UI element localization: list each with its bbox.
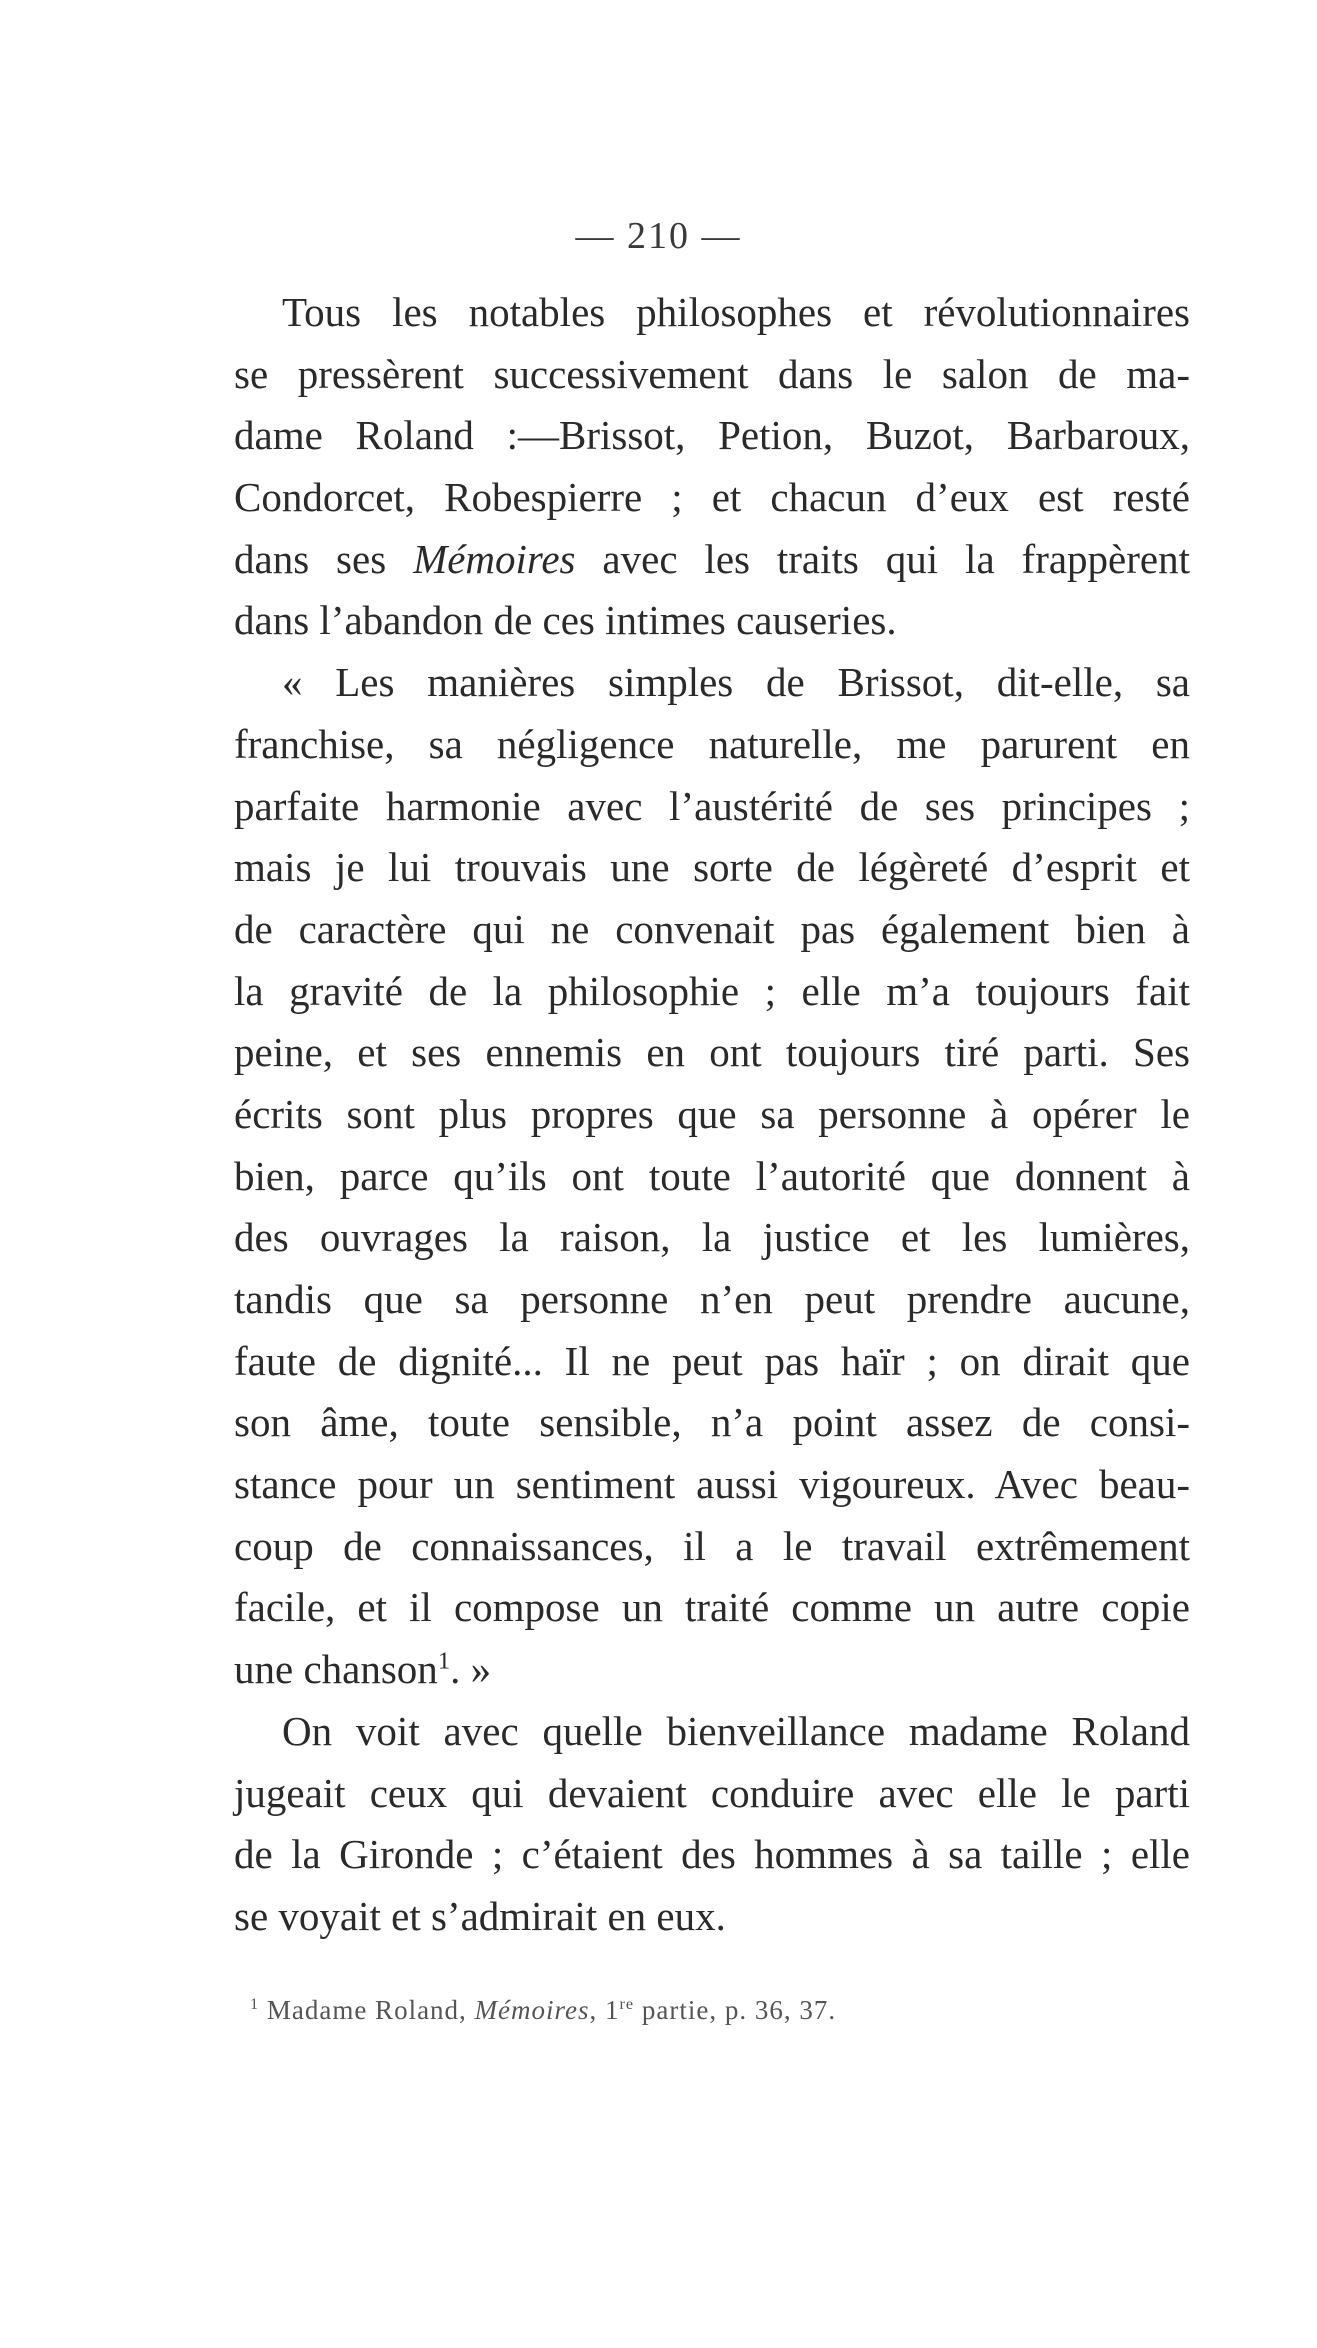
text-line: stance pour un sentiment aussi vigoureux. Avec beau- (234, 1461, 1190, 1508)
text-line: On voit avec quelle bienveillance madame Roland (282, 1707, 1190, 1754)
text-line: Tous les notables philosophes et révolutionnaires (282, 289, 1190, 335)
footnote (250, 1990, 1150, 2030)
text-line: faute de dignité... Il ne peut pas haïr ; on dirait que (234, 1337, 1190, 1384)
text-segment: une chanson (234, 1646, 438, 1693)
text-line: peine, et ses ennemis en ont toujours tiré parti. Ses (234, 1029, 1190, 1076)
text-line: « Les manières simples de Brissot, dit-elle, sa (282, 659, 1190, 706)
text-line: parfaite harmonie avec l’austérité de ses principes ; (234, 782, 1190, 829)
text-line: se pressèrent successivement dans le salon de ma- (234, 350, 1190, 397)
text-line: la gravité de la philosophie ; elle m’a toujours fait (234, 967, 1190, 1014)
text-line: facile, et il compose un traité comme un autre copie (234, 1584, 1190, 1631)
text-line: mais je lui trouvais une sorte de légèreté d’esprit et (234, 844, 1190, 891)
text-line: tandis que sa personne n’en peut prendre aucune, (234, 1276, 1190, 1322)
text-segment: dans ses (234, 535, 414, 582)
text-line: dame Roland :—Brissot, Petion, Buzot, Barbaroux, (234, 412, 1190, 459)
text-line: de caractère qui ne convenait pas également bien à (234, 905, 1190, 952)
text-line: coup de connaissances, il a le travail extrêmement (234, 1522, 1190, 1569)
text-line: des ouvrages la raison, la justice et les lumières, (234, 1214, 1190, 1261)
text-line: bien, parce qu’ils ont toute l’autorité que donnent à (234, 1152, 1190, 1199)
text-segment: avec les traits qui la frappèrent (575, 535, 1190, 582)
text-line: Condorcet, Robespierre ; et chacun d’eux est resté (234, 474, 1190, 521)
text-line: son âme, toute sensible, n’a point assez de consi- (234, 1399, 1190, 1446)
text-line: franchise, sa négligence naturelle, me parurent en (234, 720, 1190, 767)
footnote-marker: 1 (250, 1995, 260, 2013)
text-line: se voyait et s’admirait en eux. (234, 1892, 726, 1939)
footnote-reference: 1 (437, 1647, 451, 1675)
text-line (234, 529, 1190, 591)
text-segment: . » (450, 1646, 492, 1693)
footnote-part-prefix: , 1 (589, 1995, 620, 2025)
body-text (234, 282, 1190, 1948)
text-line: dans l’abandon de ces intimes causeries. (234, 597, 897, 644)
text-line: écrits sont plus propres que sa personne à opérer le (234, 1090, 1190, 1137)
page-number: — 210 — (575, 215, 742, 257)
footnote-ordinal: re (619, 1995, 635, 2013)
text-line (234, 1639, 1190, 1701)
italic-title: Mémoires (413, 535, 576, 582)
text-line: jugeait ceux qui devaient conduire avec elle le parti (234, 1769, 1190, 1816)
footnote-pages: partie, p. 36, 37. (634, 1995, 837, 2025)
text-line: de la Gironde ; c’étaient des hommes à sa taille ; elle (234, 1831, 1190, 1878)
footnote-author: Madame Roland, (259, 1995, 475, 2025)
footnote-work-title: Mémoires (474, 1995, 590, 2025)
